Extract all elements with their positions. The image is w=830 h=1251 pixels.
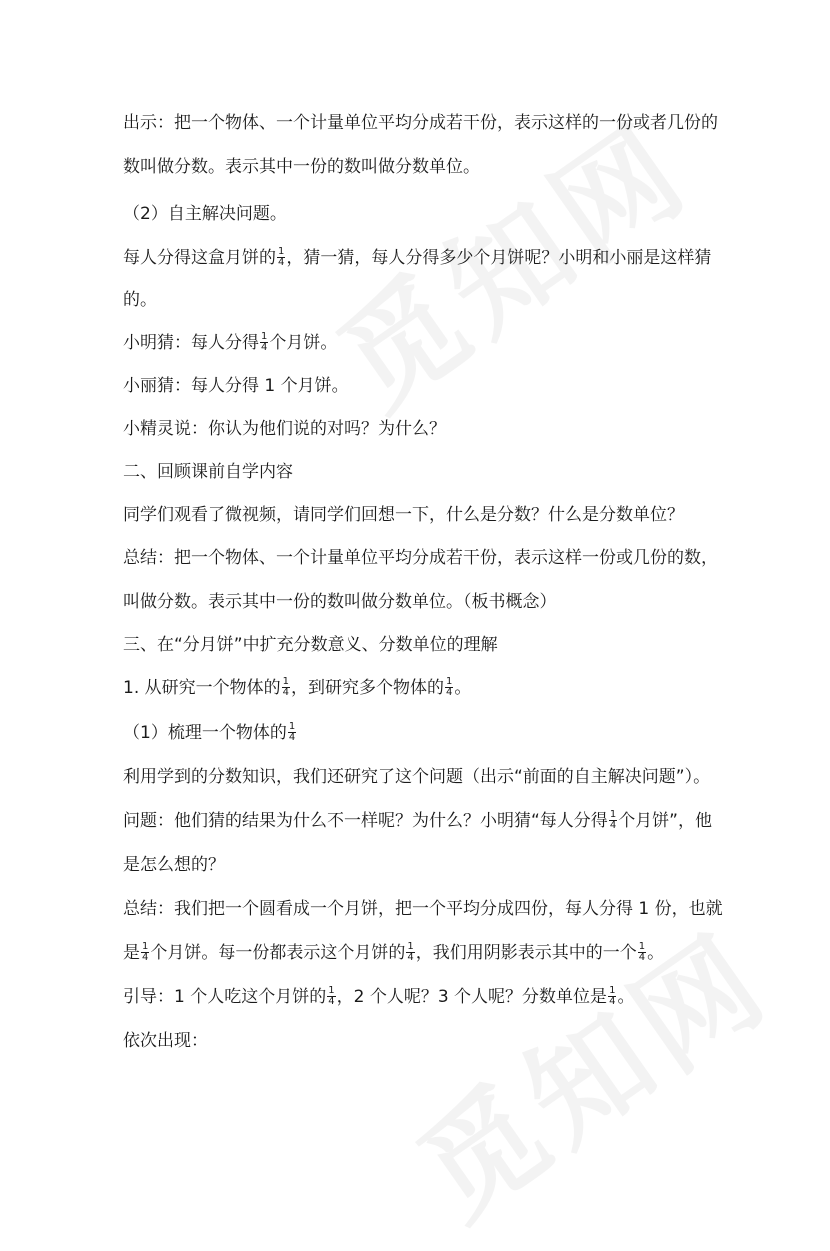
fraction-numerator: 1	[288, 720, 296, 732]
fraction-one-quarter	[445, 677, 453, 698]
fraction-one-quarter	[609, 810, 617, 831]
section-heading: 三、在“分月饼”中扩充分数意义、分数单位的理解	[123, 635, 498, 655]
paragraph-line	[123, 985, 750, 1009]
paragraph-line: 同学们观看了微视频，请同学们回想一下，什么是分数？什么是分数单位？	[123, 505, 684, 525]
text-run: 小明猜：每人分得	[123, 333, 259, 353]
fraction-denominator: 4	[328, 995, 335, 1007]
text-run: 1. 从研究一个物体的	[123, 678, 281, 698]
paragraph-line: 小丽猜：每人分得 1 个月饼。	[123, 376, 349, 396]
fraction-numerator: 1	[638, 940, 646, 952]
fraction-one-quarter	[638, 942, 646, 963]
text-run: 。	[617, 987, 635, 1007]
fraction-numerator: 1	[446, 675, 453, 687]
paragraph-line: 利用学到的分数知识，我们还研究了这个问题（出示“前面的自主解决问题”）。	[123, 767, 711, 787]
text-run: 。	[647, 943, 665, 963]
fraction-numerator: 1	[282, 675, 289, 687]
text-run: 个月饼”，他	[618, 811, 712, 831]
fraction-one-quarter	[406, 942, 414, 963]
fraction-denominator: 4	[609, 819, 617, 831]
fraction-numerator: 1	[609, 984, 616, 996]
text-run: 是	[123, 943, 140, 963]
paragraph-line	[123, 721, 750, 745]
fraction-one-quarter	[260, 332, 268, 353]
paragraph-line	[123, 809, 750, 833]
fraction-one-quarter	[282, 677, 290, 698]
section-heading: 二、回顾课前自学内容	[123, 462, 293, 482]
paragraph-line	[123, 941, 750, 965]
fraction-denominator: 4	[638, 951, 646, 963]
fraction-denominator: 4	[609, 995, 616, 1007]
text-run: ，2 个人呢？3 个人呢？分数单位是	[336, 987, 608, 1007]
fraction-one-quarter	[327, 986, 335, 1007]
fraction-numerator: 1	[609, 808, 617, 820]
fraction-one-quarter	[288, 722, 296, 743]
paragraph-line: 是怎么想的？	[123, 855, 225, 875]
text-run: 。	[454, 678, 472, 698]
text-run: ，到研究多个物体的	[291, 678, 444, 698]
fraction-numerator: 1	[142, 940, 149, 952]
paragraph-line: 叫做分数。表示其中一份的数叫做分数单位。（板书概念）	[123, 592, 557, 612]
paragraph-line	[123, 331, 750, 355]
fraction-numerator: 1	[328, 984, 335, 996]
text-run: 个月饼。	[269, 333, 338, 353]
paragraph-line: （2）自主解决问题。	[123, 204, 287, 224]
fraction-one-quarter	[141, 942, 149, 963]
fraction-denominator: 4	[288, 731, 296, 743]
fraction-one-quarter	[608, 986, 616, 1007]
paragraph-line: 总结：我们把一个圆看成一个月饼，把一个平均分成四份，每人分得 1 份，也就	[123, 899, 723, 919]
fraction-denominator: 4	[282, 686, 289, 698]
paragraph-line: 总结：把一个物体、一个计量单位平均分成若干份，表示这样一份或几份的数，	[123, 548, 718, 568]
paragraph-line: 出示：把一个物体、一个计量单位平均分成若干份，表示这样的一份或者几份的	[123, 113, 718, 133]
fraction-denominator: 4	[142, 951, 149, 963]
text-run: ，猜一猜，每人分得多少个月饼呢？小明和小丽是这样猜	[286, 248, 712, 268]
text-run: 个月饼。每一份都表示这个月饼的	[150, 943, 406, 963]
fraction-numerator: 1	[278, 245, 285, 257]
paragraph-line	[123, 676, 750, 700]
paragraph-line: 数叫做分数。表示其中一份的数叫做分数单位。	[123, 157, 480, 177]
fraction-denominator: 4	[446, 686, 453, 698]
text-run: ，我们用阴影表示其中的一个	[415, 943, 637, 963]
text-run: 问题：他们猜的结果为什么不一样呢？为什么？小明猜“每人分得	[123, 811, 608, 831]
fraction-denominator: 4	[407, 951, 414, 963]
fraction-numerator: 1	[261, 330, 268, 342]
fraction-denominator: 4	[278, 256, 285, 268]
paragraph-line: 小精灵说：你认为他们说的对吗？为什么？	[123, 419, 446, 439]
fraction-denominator: 4	[261, 341, 268, 353]
text-run: （1）梳理一个物体的	[123, 723, 287, 743]
fraction-one-quarter	[277, 247, 285, 268]
text-run: 引导：1 个人吃这个月饼的	[123, 987, 327, 1007]
text-run: 每人分得这盒月饼的	[123, 248, 276, 268]
paragraph-line: 依次出现：	[123, 1031, 208, 1051]
paragraph-line: 的。	[123, 290, 157, 310]
fraction-numerator: 1	[407, 940, 414, 952]
paragraph-line	[123, 246, 750, 270]
